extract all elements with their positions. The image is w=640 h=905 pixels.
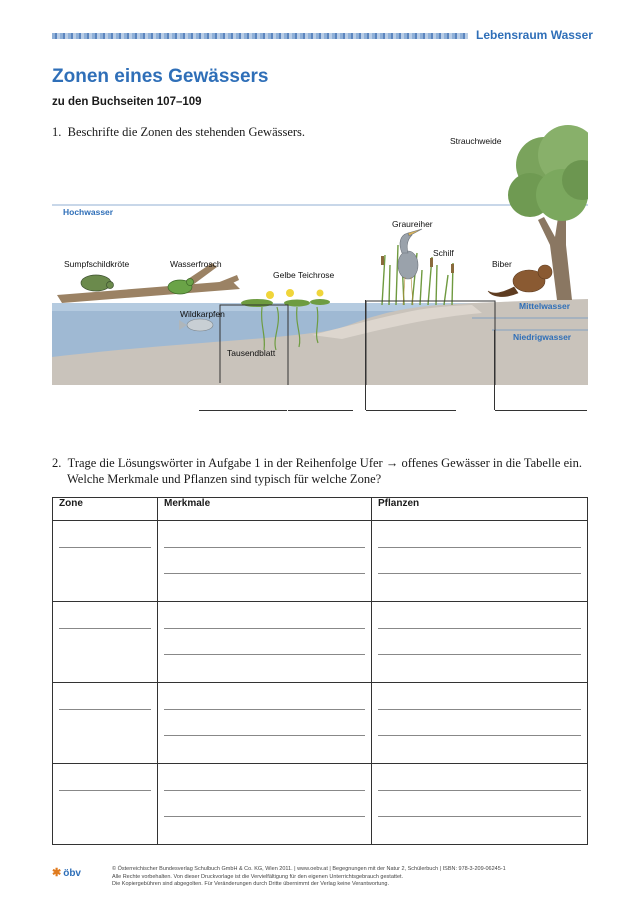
- zone-cell[interactable]: [53, 521, 158, 602]
- pflanzen-cell[interactable]: [372, 602, 588, 683]
- merkmale-cell[interactable]: [158, 521, 372, 602]
- task-2-instruction-line-1: 2. Trage die Lösungswörter in Aufgabe 1 in der Reihenfolge Ufer → offenes Gewässer in die Tabelle ein.: [52, 456, 582, 470]
- table-row: [53, 602, 588, 683]
- turtle: [81, 275, 114, 291]
- column-header-pflanzen: Pflanzen: [372, 498, 588, 521]
- label-niedrigwasser: Niedrigwasser: [513, 332, 572, 342]
- footer-line-1: © Österreichischer Bundesverlag Schulbuch GmbH & Co. KG, Wien 2011. | www.oebv.at | Begegnungen mit der Natur 2, Schülerbuch | ISBN: 978-3-209-06245-1: [112, 866, 506, 872]
- task-2-instruction-line-2: Welche Merkmale und Pflanzen sind typisch für welche Zone?: [67, 472, 382, 486]
- footer-copyright: [112, 866, 582, 889]
- page-subtitle: zu den Buchseiten 107–109: [52, 96, 202, 108]
- table-row: [53, 683, 588, 764]
- merkmale-cell[interactable]: [158, 764, 372, 845]
- label-sumpfschildkroete: Sumpfschildkröte: [64, 259, 130, 269]
- answer-blank-1[interactable]: [199, 410, 287, 411]
- pflanzen-cell[interactable]: [372, 764, 588, 845]
- label-tausendblatt: Tausendblatt: [227, 348, 276, 358]
- task-1-instruction: 1. Beschrifte die Zonen des stehenden Gewässers.: [52, 125, 306, 139]
- footer-line-3: Die Kopiergebühren sind abgegolten. Für Veränderungen durch Dritte übernimmt der Verlag keine Verantwortung.: [112, 881, 390, 887]
- table-row: [53, 521, 588, 602]
- biber: [488, 265, 552, 297]
- merkmale-cell[interactable]: [158, 602, 372, 683]
- zone-cell[interactable]: [53, 764, 158, 845]
- label-schilf: Schilf: [433, 248, 454, 258]
- graureiher-bird: [398, 229, 422, 305]
- zone-cell[interactable]: [53, 683, 158, 764]
- label-graureiher: Graureiher: [392, 219, 433, 229]
- answer-blank-4[interactable]: [495, 410, 587, 411]
- answer-pointer-4: [494, 330, 495, 410]
- zone-cell[interactable]: [53, 602, 158, 683]
- footer-line-2: Alle Rechte vorbehalten. Von dieser Druckvorlage ist die Vervielfältigung für den eigenen Unterrichtsgebrauch gestattet.: [112, 873, 404, 880]
- page-title: Zonen eines Gewässers: [52, 66, 269, 87]
- pflanzen-cell[interactable]: [372, 683, 588, 764]
- table-row: [53, 764, 588, 845]
- label-biber: Biber: [492, 259, 512, 269]
- label-wildkarpfen: Wildkarpfen: [180, 309, 225, 319]
- publisher-logo: [52, 866, 81, 879]
- publisher-logo-icon: ✱: [52, 867, 62, 879]
- label-wasserfrosch: Wasserfrosch: [170, 259, 222, 269]
- section-title: Lebensraum Wasser: [476, 28, 593, 42]
- zones-table: [52, 497, 588, 845]
- label-gelbe-teichrose: Gelbe Teichrose: [273, 270, 335, 280]
- answer-blank-2[interactable]: [288, 410, 353, 411]
- label-strauchweide: Strauchweide: [450, 136, 502, 146]
- merkmale-cell[interactable]: [158, 683, 372, 764]
- answer-blank-3[interactable]: [366, 410, 456, 411]
- column-header-merkmale: Merkmale: [158, 498, 372, 521]
- publisher-logo-text: öbv: [63, 868, 81, 879]
- pflanzen-cell[interactable]: [372, 521, 588, 602]
- table-header-row: [53, 498, 588, 521]
- pond-illustration: [52, 125, 588, 385]
- header-decoration-bar: [52, 33, 468, 39]
- label-mittelwasser: Mittelwasser: [519, 301, 571, 311]
- label-hochwasser: Hochwasser: [63, 207, 114, 217]
- column-header-zone: Zone: [53, 498, 158, 521]
- answer-pointer-3: [365, 300, 366, 410]
